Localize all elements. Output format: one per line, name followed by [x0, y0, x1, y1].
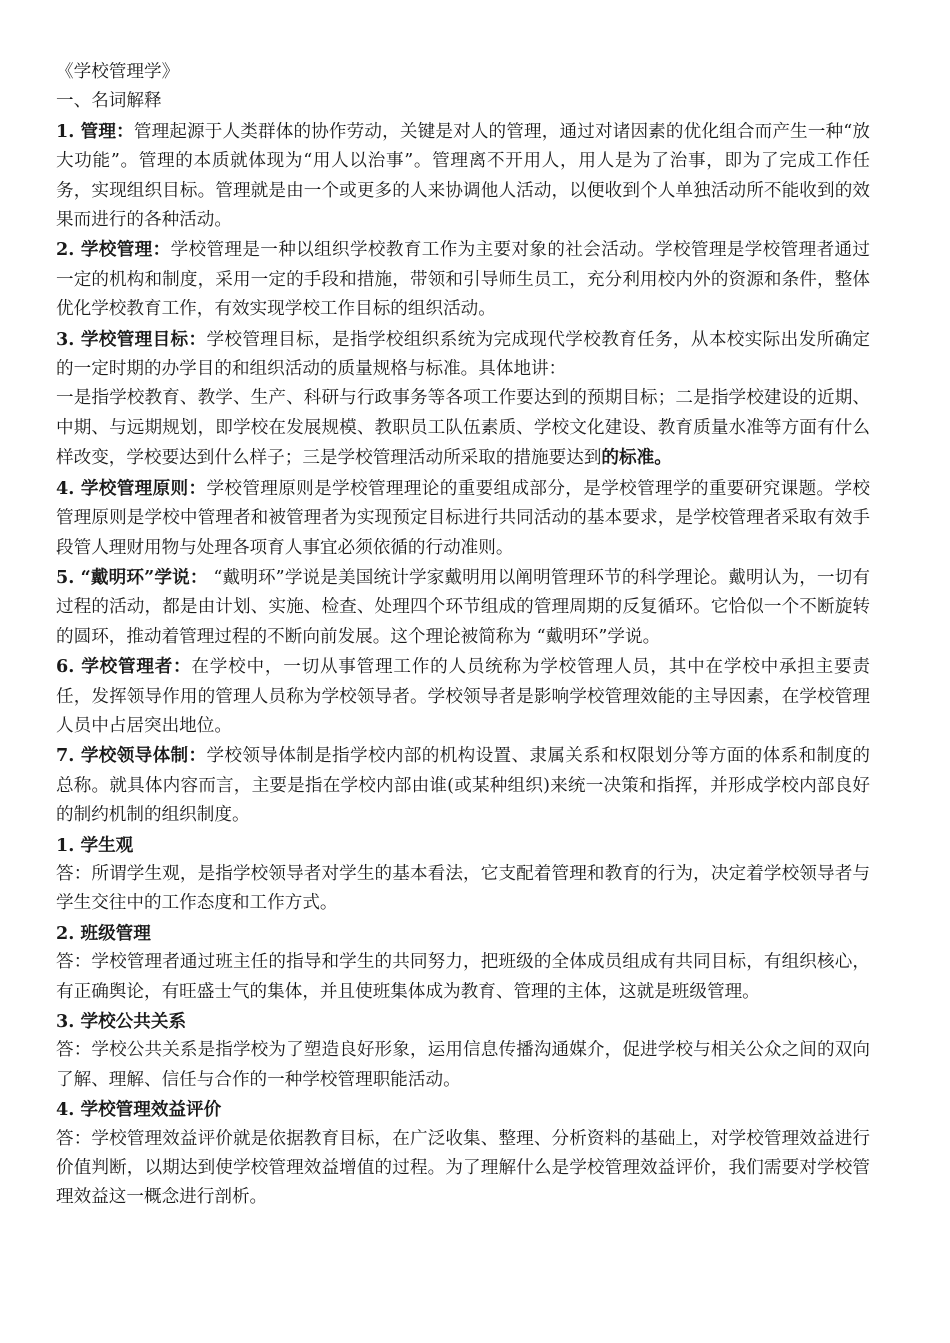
question-answer: 答：学校公共关系是指学校为了塑造良好形象，运用信息传播沟通媒介，促进学校与相关公众之间的双向了解、理解、信任与合作的一种学校管理职能活动。	[56, 1040, 870, 1090]
definition-term: 4. 学校管理原则：	[56, 477, 207, 499]
definition-entry	[56, 117, 870, 236]
question-heading: 4. 学校管理效益评价	[56, 1099, 222, 1121]
definition-text: 管理起源于人类群体的协作劳动，关键是对人的管理，通过对诸因素的优化组合而产生一种“放大功能”。管理的本质就体现为“用人以治事”。管理离不开用人，用人是为了治事，即为了完成工作任务，实现组织目标。管理就是由一个或更多的人来协调他人活动，以便收到个人单独活动所不能收到的效果而进行的各种活动。	[56, 121, 870, 231]
definition-text: 学校管理是一种以组织学校教育工作为主要对象的社会活动。学校管理是学校管理者通过一定的机构和制度，采用一定的手段和措施，带领和引导师生员工，充分利用校内外的资源和条件，整体优化学校教育工作，有效实现学校工作目标的组织活动。	[56, 240, 870, 320]
definition-entry	[56, 325, 870, 385]
definition-extra-text: 一是指学校教育、教学、生产、科研与行政事务等各项工作要达到的预期目标；二是指学校建设的近期、中期、与远期规划，即学校在发展规模、教职员工队伍素质、学校文化建设、教育质量水准等方面有什么样改变，学校要达到什么样子；三是学校管理活动所采取的措施要达到	[56, 388, 870, 469]
definition-text: 在学校中，一切从事管理工作的人员统称为学校管理人员，其中在学校中承担主要责任，发挥领导作用的管理人员称为学校领导者。学校领导者是影响学校管理效能的主导因素，在学校管理人员中占居突出地位。	[56, 657, 870, 736]
definition-term: 7. 学校领导体制：	[56, 745, 207, 767]
section-heading: 一、名词解释	[56, 91, 162, 112]
definition-entry	[56, 563, 870, 652]
definition-text: 学校管理原则是学校管理理论的重要组成部分，是学校管理学的重要研究课题。学校管理原则是学校中管理者和被管理者为实现预定目标进行共同活动的基本要求，是学校管理者采取有效手段管人理财用物与处理各项育人事宜必须依循的行动准则。	[56, 478, 870, 558]
question-heading: 3. 学校公共关系	[56, 1011, 187, 1032]
definition-term: 5. “戴明环”学说：	[56, 566, 208, 588]
question-answer: 答：学校管理效益评价就是依据教育目标，在广泛收集、整理、分析资料的基础上，对学校管理效益进行价值判断，以期达到使学校管理效益增值的过程。为了理解什么是学校管理效益评价，我们需要对学校管理效益这一概念进行剖析。	[56, 1128, 870, 1208]
question-answer: 答：学校管理者通过班主任的指导和学生的共同努力，把班级的全体成员组成有共同目标，有组织核心，有正确舆论，有旺盛士气的集体，并且使班集体成为教育、管理的主体，这就是班级管理。	[56, 952, 870, 1002]
definition-entry	[56, 652, 870, 741]
definition-term: 1. 管理：	[56, 120, 134, 142]
definition-term: 3. 学校管理目标：	[56, 328, 207, 350]
definition-entry	[56, 741, 870, 830]
document-title: 《学校管理学》	[56, 62, 180, 82]
definition-text: 学校管理目标，是指学校组织系统为完成现代学校教育任务，从本校实际出发所确定的一定时期的办学目的和组织活动的质量规格与标准。具体地讲：	[56, 329, 870, 380]
question-answer: 答：所谓学生观，是指学校领导者对学生的基本看法，它支配着管理和教育的行为，决定着学校领导者与学生交往中的工作态度和工作方式。	[56, 863, 870, 914]
document-page	[56, 58, 870, 1213]
definition-entry	[56, 235, 870, 324]
definition-text: 学校领导体制是指学校内部的机构设置、隶属关系和权限划分等方面的体系和制度的总称。就具体内容而言，主要是指在学校内部由谁(或某种组织)来统一决策和指挥，并形成学校内部良好的制约机制的组织制度。	[56, 746, 870, 826]
definition-term: 6. 学校管理者：	[56, 656, 192, 678]
definition-extra	[56, 384, 870, 473]
definition-term: 2. 学校管理：	[56, 239, 171, 261]
question-heading: 1. 学生观	[56, 834, 134, 856]
definition-entry	[56, 474, 870, 563]
definition-text: “戴明环”学说是美国统计学家戴明用以阐明管理环节的科学理论。戴明认为，一切有过程的活动，都是由计划、实施、检查、处理四个环节组成的管理周期的反复循环。它恰似一个不断旋转的圆环，推动着管理过程的不断向前发展。这个理论被简称为 “戴明环”学说。	[56, 567, 870, 647]
question-heading: 2. 班级管理	[56, 922, 151, 944]
definition-extra-bold: 的标准。	[601, 447, 672, 469]
